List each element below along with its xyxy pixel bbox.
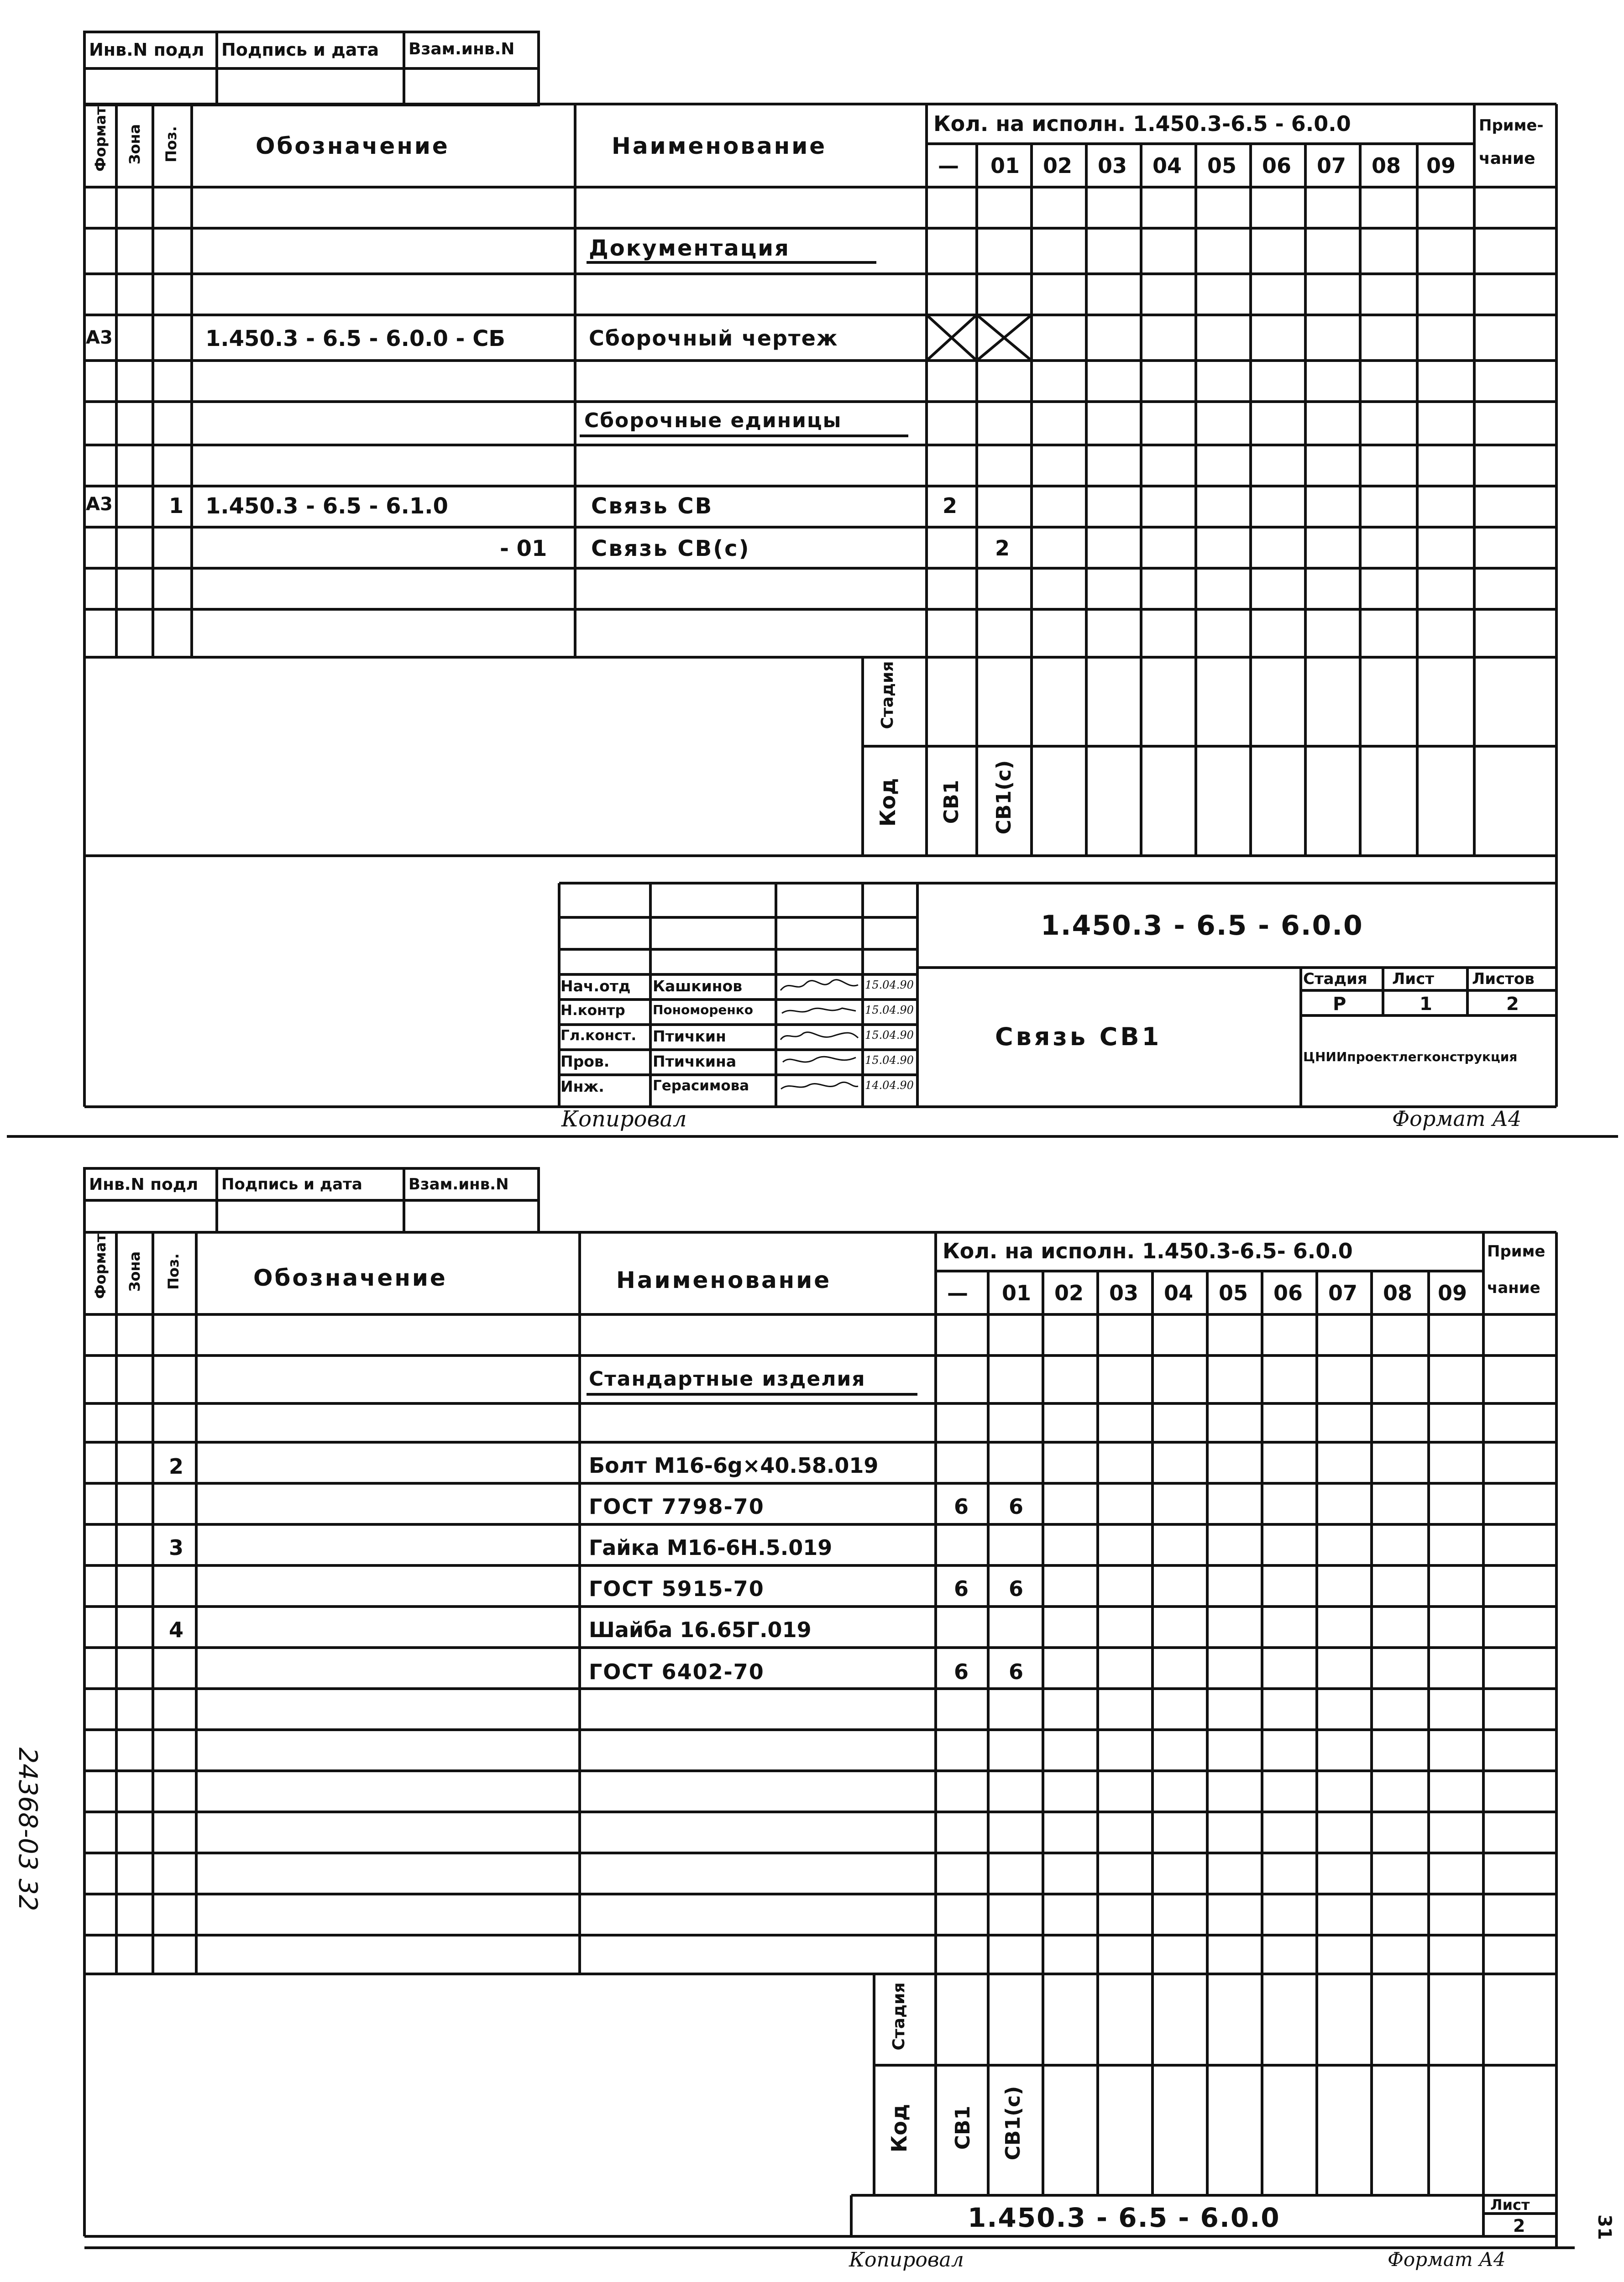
variant-9: 09 [1426, 153, 1456, 178]
variant-6: 06 [1262, 153, 1292, 178]
row-name: ГОСТ 5915-70 [589, 1576, 765, 1601]
signature-date: 15.04.90 [865, 1029, 914, 1042]
organization: ЦНИИпроектлегконструкция [1303, 1049, 1518, 1064]
signature-role: Гл.конст. [561, 1027, 637, 1044]
row-qty: 6 [1009, 1494, 1024, 1519]
signature-role: Пров. [561, 1052, 610, 1070]
code-value: СВ1 [951, 2105, 974, 2150]
row-designation: 1.450.3 - 6.5 - 6.1.0 [205, 493, 448, 519]
header-qty: Кол. на исполн. 1.450.3-6.5- 6.0.0 [943, 1239, 1353, 1263]
variant-1: 01 [1002, 1281, 1032, 1305]
sheet-head: Лист [1392, 970, 1434, 988]
signature-role: Инж. [561, 1078, 604, 1095]
row-name: Болт М16-6g×40.58.019 [589, 1453, 879, 1478]
variant-2: 02 [1054, 1281, 1084, 1305]
row-pos: 2 [169, 1454, 184, 1479]
header-pos: Поз. [165, 1253, 182, 1290]
variant-4: 04 [1164, 1281, 1194, 1305]
stage-label: Стадия [878, 661, 897, 729]
row-designation: - 01 [500, 536, 547, 561]
copied-note: Копировал [849, 2248, 964, 2272]
stamp-inv-label: Инв.N подл [89, 40, 204, 60]
code-label: Код [887, 2104, 912, 2153]
stamp-sign-label: Подпись и дата [221, 40, 379, 60]
variant-8: 08 [1372, 153, 1401, 178]
section-documentation: Документация [589, 236, 790, 261]
row-qty: 6 [954, 1659, 969, 1684]
signature-name: Птичкина [653, 1052, 737, 1070]
format-note: Формат А4 [1392, 1106, 1522, 1131]
handwritten-signature [778, 1052, 860, 1070]
row-qty: 6 [954, 1494, 969, 1519]
header-note-1: Приме- [1479, 116, 1544, 135]
signature-date: 14.04.90 [865, 1079, 914, 1092]
code-value: СВ1 [940, 780, 963, 824]
row-name: Гайка М16-6Н.5.019 [589, 1535, 833, 1560]
signature-name: Птичкин [653, 1027, 726, 1045]
code-value: СВ1(с) [992, 760, 1016, 835]
header-name: Наименование [612, 133, 827, 159]
row-name: Шайба 16.65Г.019 [589, 1617, 812, 1642]
header-format: Формат [92, 1234, 109, 1299]
section-assembly-units: Сборочные единицы [584, 409, 842, 432]
page-number: 31 [1594, 2214, 1615, 2240]
row-qty: 2 [995, 536, 1010, 560]
variant-4: 04 [1153, 153, 1182, 178]
row-pos: 1 [169, 493, 184, 518]
variant-0: — [938, 153, 959, 178]
stage-label: Стадия [890, 1982, 908, 2051]
sheet-value: 1 [1420, 994, 1432, 1015]
format-note: Формат А4 [1388, 2248, 1506, 2271]
variant-3: 03 [1098, 153, 1127, 178]
row-pos: 4 [169, 1617, 184, 1642]
handwritten-signature [778, 1077, 860, 1095]
sheets-head: Листов [1472, 970, 1535, 988]
variant-9: 09 [1438, 1281, 1467, 1305]
variant-7: 07 [1317, 153, 1346, 178]
code-label: Код [875, 778, 900, 827]
row-designation: 1.450.3 - 6.5 - 6.0.0 - СБ [205, 326, 505, 351]
row-name: ГОСТ 6402-70 [589, 1659, 765, 1684]
header-designation: Обозначение [253, 1265, 447, 1291]
header-note-2: чание [1487, 1279, 1540, 1297]
document-number: 1.450.3 - 6.5 - 6.0.0 [968, 2202, 1280, 2233]
header-zone: Зона [126, 1251, 143, 1292]
variant-7: 07 [1328, 1281, 1358, 1305]
signature-date: 15.04.90 [865, 1054, 914, 1067]
stage-value: Р [1333, 994, 1346, 1015]
signature-name: Пономоренко [653, 1002, 753, 1017]
row-pos: 3 [169, 1535, 184, 1560]
header-designation: Обозначение [256, 133, 450, 159]
header-qty: Кол. на исполн. 1.450.3-6.5 - 6.0.0 [933, 111, 1351, 136]
variant-5: 05 [1207, 153, 1237, 178]
signature-name: Герасимова [653, 1078, 749, 1094]
variant-1: 01 [990, 153, 1020, 178]
signature-date: 15.04.90 [865, 1004, 914, 1016]
stage-head: Стадия [1303, 970, 1367, 988]
variant-5: 05 [1219, 1281, 1248, 1305]
stamp-sign-label: Подпись и дата [221, 1175, 362, 1193]
header-note-1: Приме [1487, 1242, 1545, 1261]
header-format: Формат [92, 106, 109, 172]
row-name: Связь СВ [591, 493, 713, 519]
variant-6: 06 [1273, 1281, 1303, 1305]
handwritten-signature [778, 1002, 860, 1020]
variant-3: 03 [1109, 1281, 1139, 1305]
variant-2: 02 [1043, 153, 1073, 178]
header-pos: Поз. [162, 126, 180, 162]
code-value: СВ1(с) [1001, 2086, 1025, 2161]
sheet-head: Лист [1490, 2196, 1530, 2214]
sheets-value: 2 [1506, 994, 1519, 1015]
variant-0: — [947, 1281, 968, 1305]
stamp-replace-label: Взам.инв.N [409, 40, 515, 58]
signature-role: Нач.отд [561, 977, 631, 995]
handwritten-signature [778, 1027, 860, 1045]
stamp-replace-label: Взам.инв.N [409, 1175, 509, 1193]
copied-note: Копировал [561, 1106, 687, 1132]
document-number: 1.450.3 - 6.5 - 6.0.0 [1041, 910, 1363, 942]
variant-8: 08 [1383, 1281, 1413, 1305]
row-qty: 6 [1009, 1659, 1024, 1684]
row-name: Сборочный чертеж [589, 326, 838, 351]
header-name: Наименование [616, 1267, 832, 1293]
handwritten-signature [778, 977, 860, 995]
row-name: Связь СВ(с) [591, 536, 750, 561]
row-format: А3 [86, 327, 113, 348]
row-format: А3 [86, 494, 113, 515]
row-qty: 6 [1009, 1576, 1024, 1601]
row-qty: 2 [943, 493, 958, 518]
sheet-value: 2 [1513, 2216, 1525, 2236]
row-name: ГОСТ 7798-70 [589, 1494, 765, 1519]
row-qty: 6 [954, 1576, 969, 1601]
signature-role: Н.контр [561, 1002, 625, 1019]
signature-date: 15.04.90 [865, 979, 914, 991]
document-title: Связь СВ1 [995, 1022, 1162, 1051]
header-note-2: чание [1479, 149, 1535, 168]
stamp-inv-label: Инв.N подл [89, 1175, 199, 1194]
section-standard-parts: Стандартные изделия [589, 1367, 866, 1391]
signature-name: Кашкинов [653, 977, 743, 995]
archive-number: 24368-03 32 [13, 1747, 42, 1911]
header-zone: Зона [126, 124, 143, 165]
